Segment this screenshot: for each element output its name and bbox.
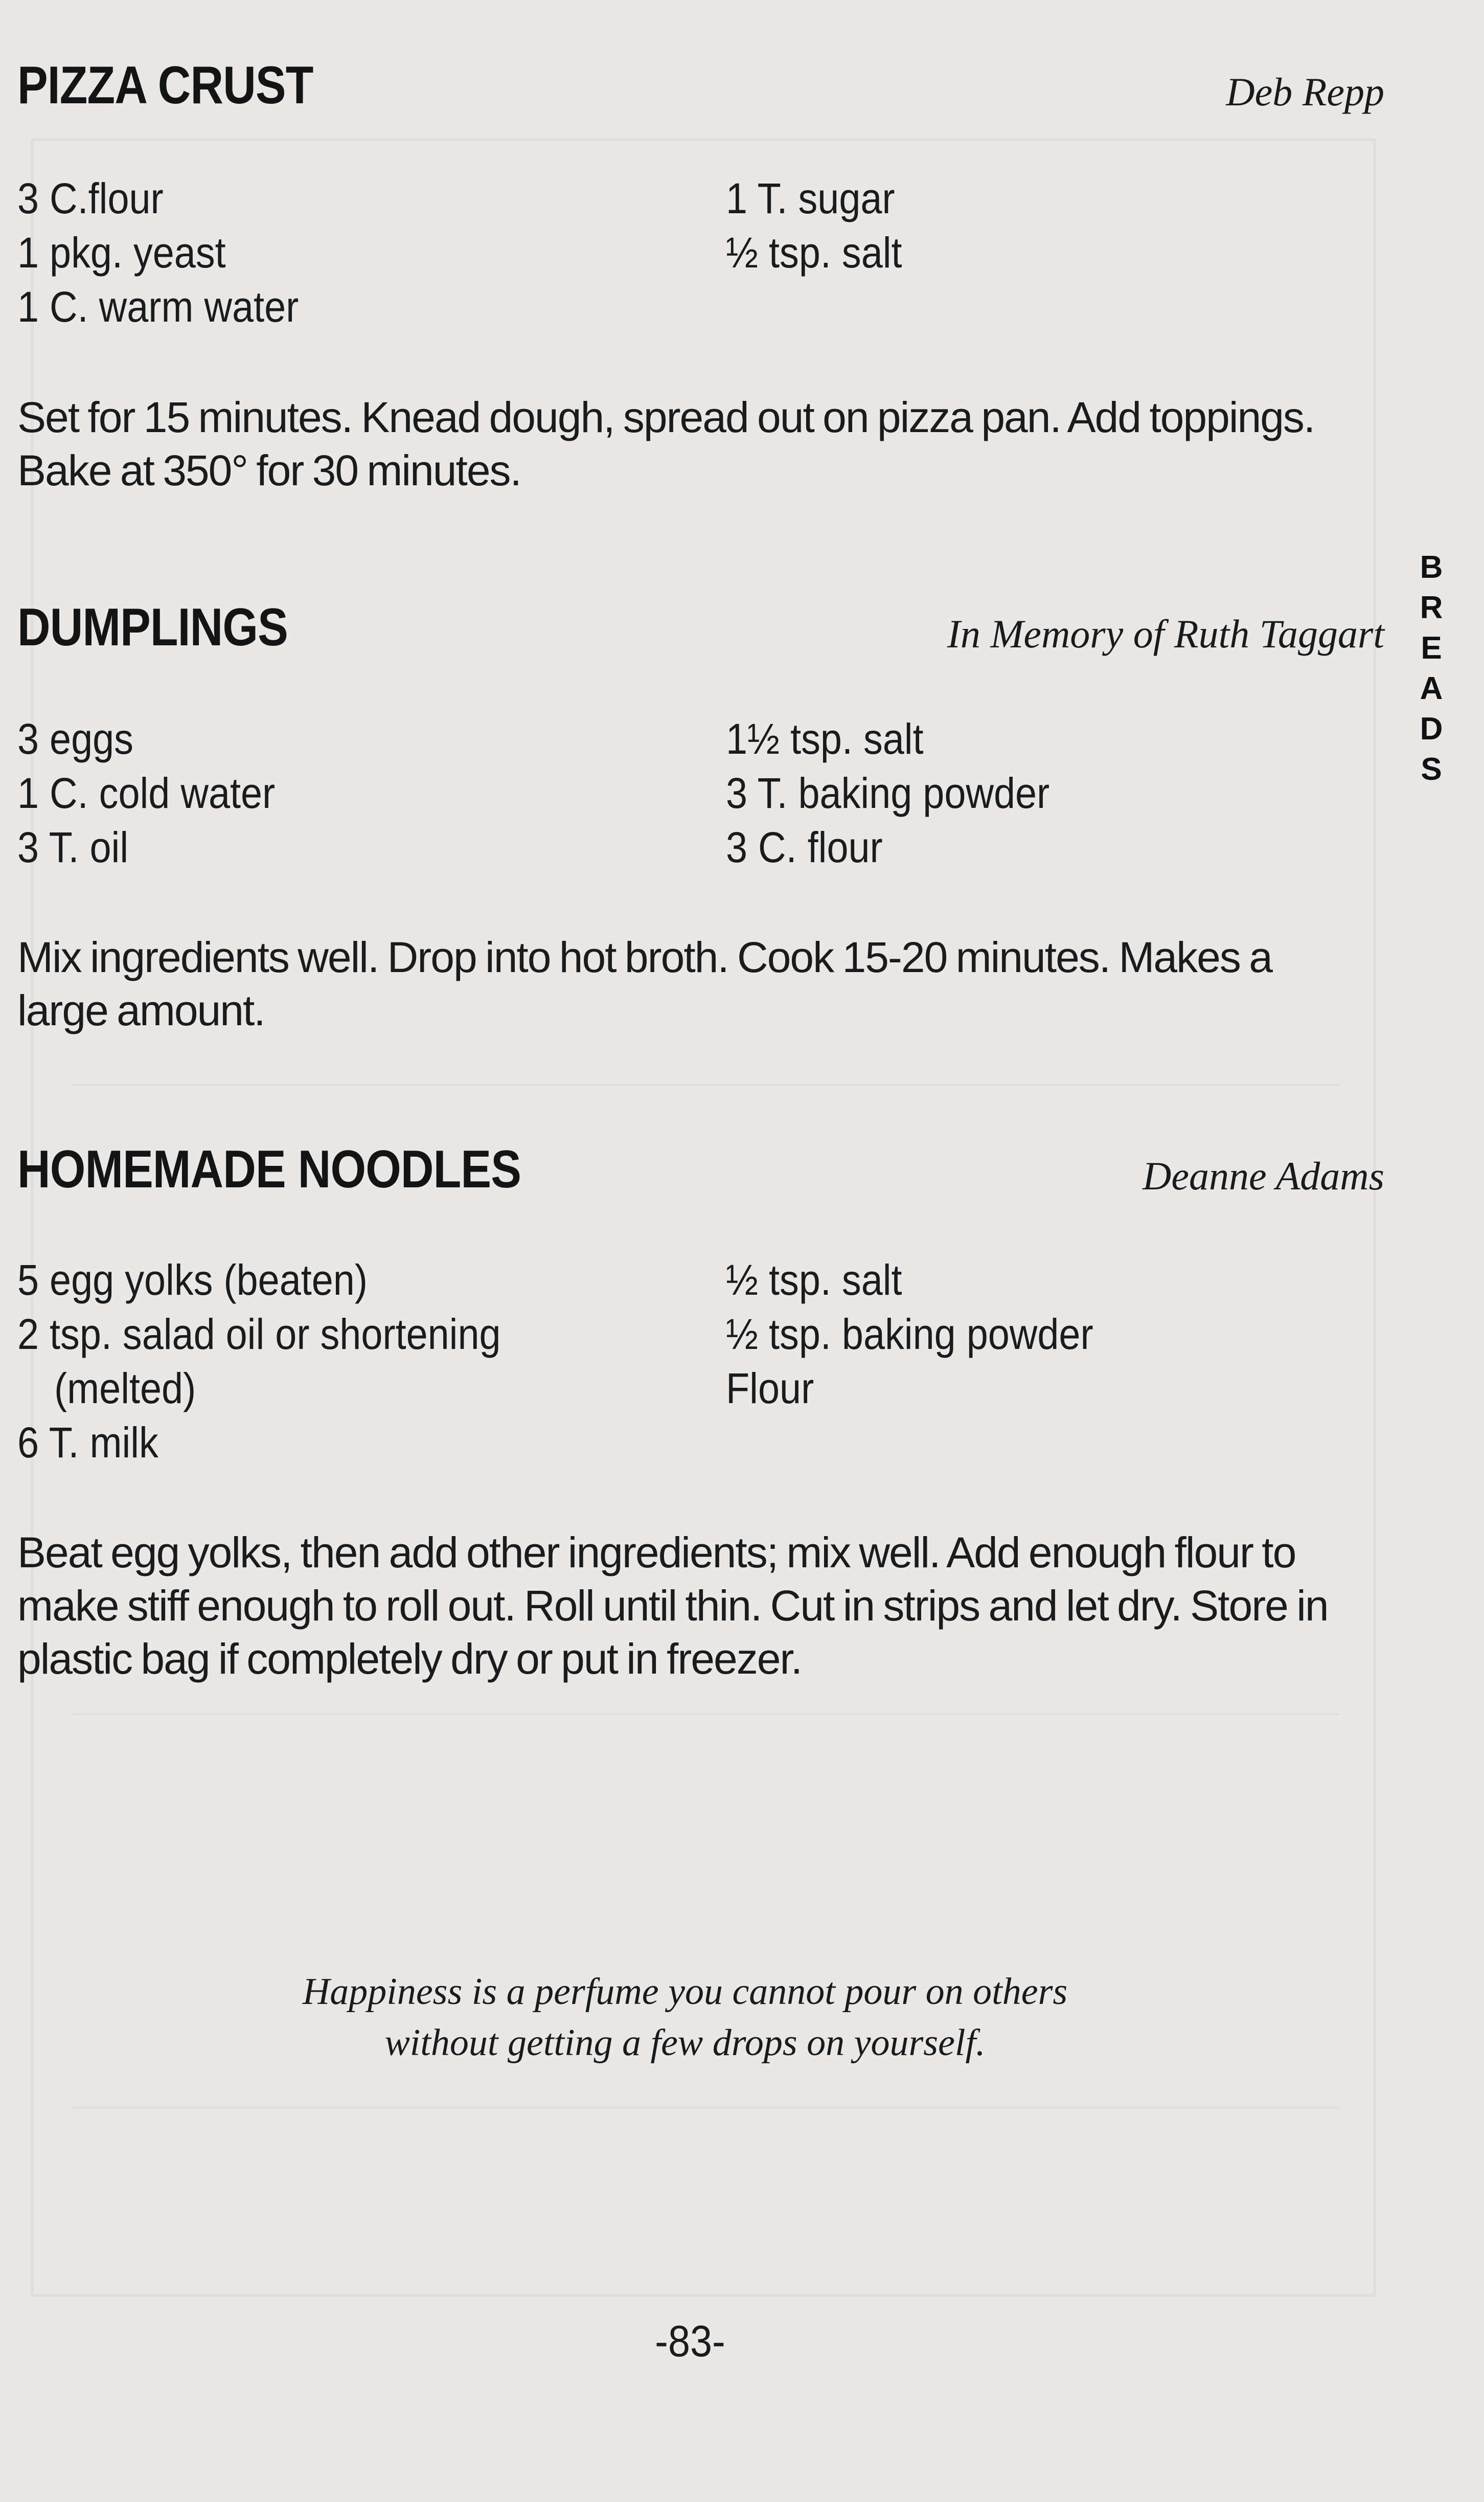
quote-line: without getting a few drops on yourself. xyxy=(384,2022,986,2064)
quote-line: Happiness is a perfume you cannot pour on others xyxy=(302,1971,1068,2013)
section-tab-letter: S xyxy=(1421,752,1442,787)
ingredient: 2 tsp. salad oil or shortening xyxy=(17,1310,501,1358)
ingredient: 1 pkg. yeast xyxy=(17,229,226,277)
section-tab-letter: D xyxy=(1420,711,1443,747)
ingredient: 5 egg yolks (beaten) xyxy=(17,1256,368,1304)
ingredient-column-right xyxy=(726,1253,1134,1415)
recipe-title: DUMPLINGS xyxy=(17,598,288,657)
recipe-directions: Set for 15 minutes. Knead dough, spread out on pizza pan. Add toppings. Bake at 350° for 30 minutes. xyxy=(17,393,1315,494)
section-tab-letter: R xyxy=(1420,590,1443,625)
ingredient: 3 T. baking powder xyxy=(726,769,1050,817)
ingredient: 3 eggs xyxy=(17,715,133,763)
bleed-through-rule xyxy=(72,2107,1339,2109)
recipe-directions: Beat egg yolks, then add other ingredients; mix well. Add enough flour to make stiff enough to roll out. Roll until thin. Cut in strips and let dry. Store in plastic bag if completely dry or put in freezer. xyxy=(17,1528,1328,1683)
ingredient: ½ tsp. salt xyxy=(726,229,902,277)
recipe-title: HOMEMADE NOODLES xyxy=(17,1140,521,1199)
ingredient-column-right xyxy=(726,171,922,280)
bleed-through-rule xyxy=(72,1084,1339,1086)
recipe-title: PIZZA CRUST xyxy=(17,56,313,115)
recipe-author: Deanne Adams xyxy=(1143,1154,1384,1198)
ingredient-column-left xyxy=(17,171,330,334)
section-tab-breads xyxy=(1411,547,1452,790)
ingredient: 1 C. warm water xyxy=(17,283,299,331)
section-tab-letter: E xyxy=(1421,630,1442,666)
ingredient-column-left xyxy=(17,1253,555,1470)
ingredient: Flour xyxy=(726,1364,814,1412)
recipe-author: Deb Repp xyxy=(1226,70,1384,114)
ingredient: 1 C. cold water xyxy=(17,769,276,817)
ingredient: 1 T. sugar xyxy=(726,174,895,222)
section-tab-letter: A xyxy=(1420,671,1443,706)
ingredient-continuation: (melted) xyxy=(54,1364,196,1412)
recipe-author: In Memory of Ruth Taggart xyxy=(947,612,1384,656)
recipe-directions: Mix ingredients well. Drop into hot broth. Cook 15-20 minutes. Makes a large amount. xyxy=(17,933,1272,1034)
bleed-through-rule xyxy=(72,1713,1339,1715)
ingredient: ½ tsp. baking powder xyxy=(726,1310,1093,1358)
ingredient: 3 C. flour xyxy=(726,823,883,871)
ingredient: 3 C.flour xyxy=(17,174,164,222)
section-tab-letter: B xyxy=(1420,550,1443,585)
ingredient-column-right xyxy=(726,712,1086,874)
page-number: -83- xyxy=(655,2317,725,2366)
quote xyxy=(153,1966,1217,2068)
ingredient: 6 T. milk xyxy=(17,1418,158,1467)
ingredient: ½ tsp. salt xyxy=(726,1256,902,1304)
ingredient-column-left xyxy=(17,712,304,874)
ingredient: 1½ tsp. salt xyxy=(726,715,924,763)
ingredient: 3 T. oil xyxy=(17,823,129,871)
